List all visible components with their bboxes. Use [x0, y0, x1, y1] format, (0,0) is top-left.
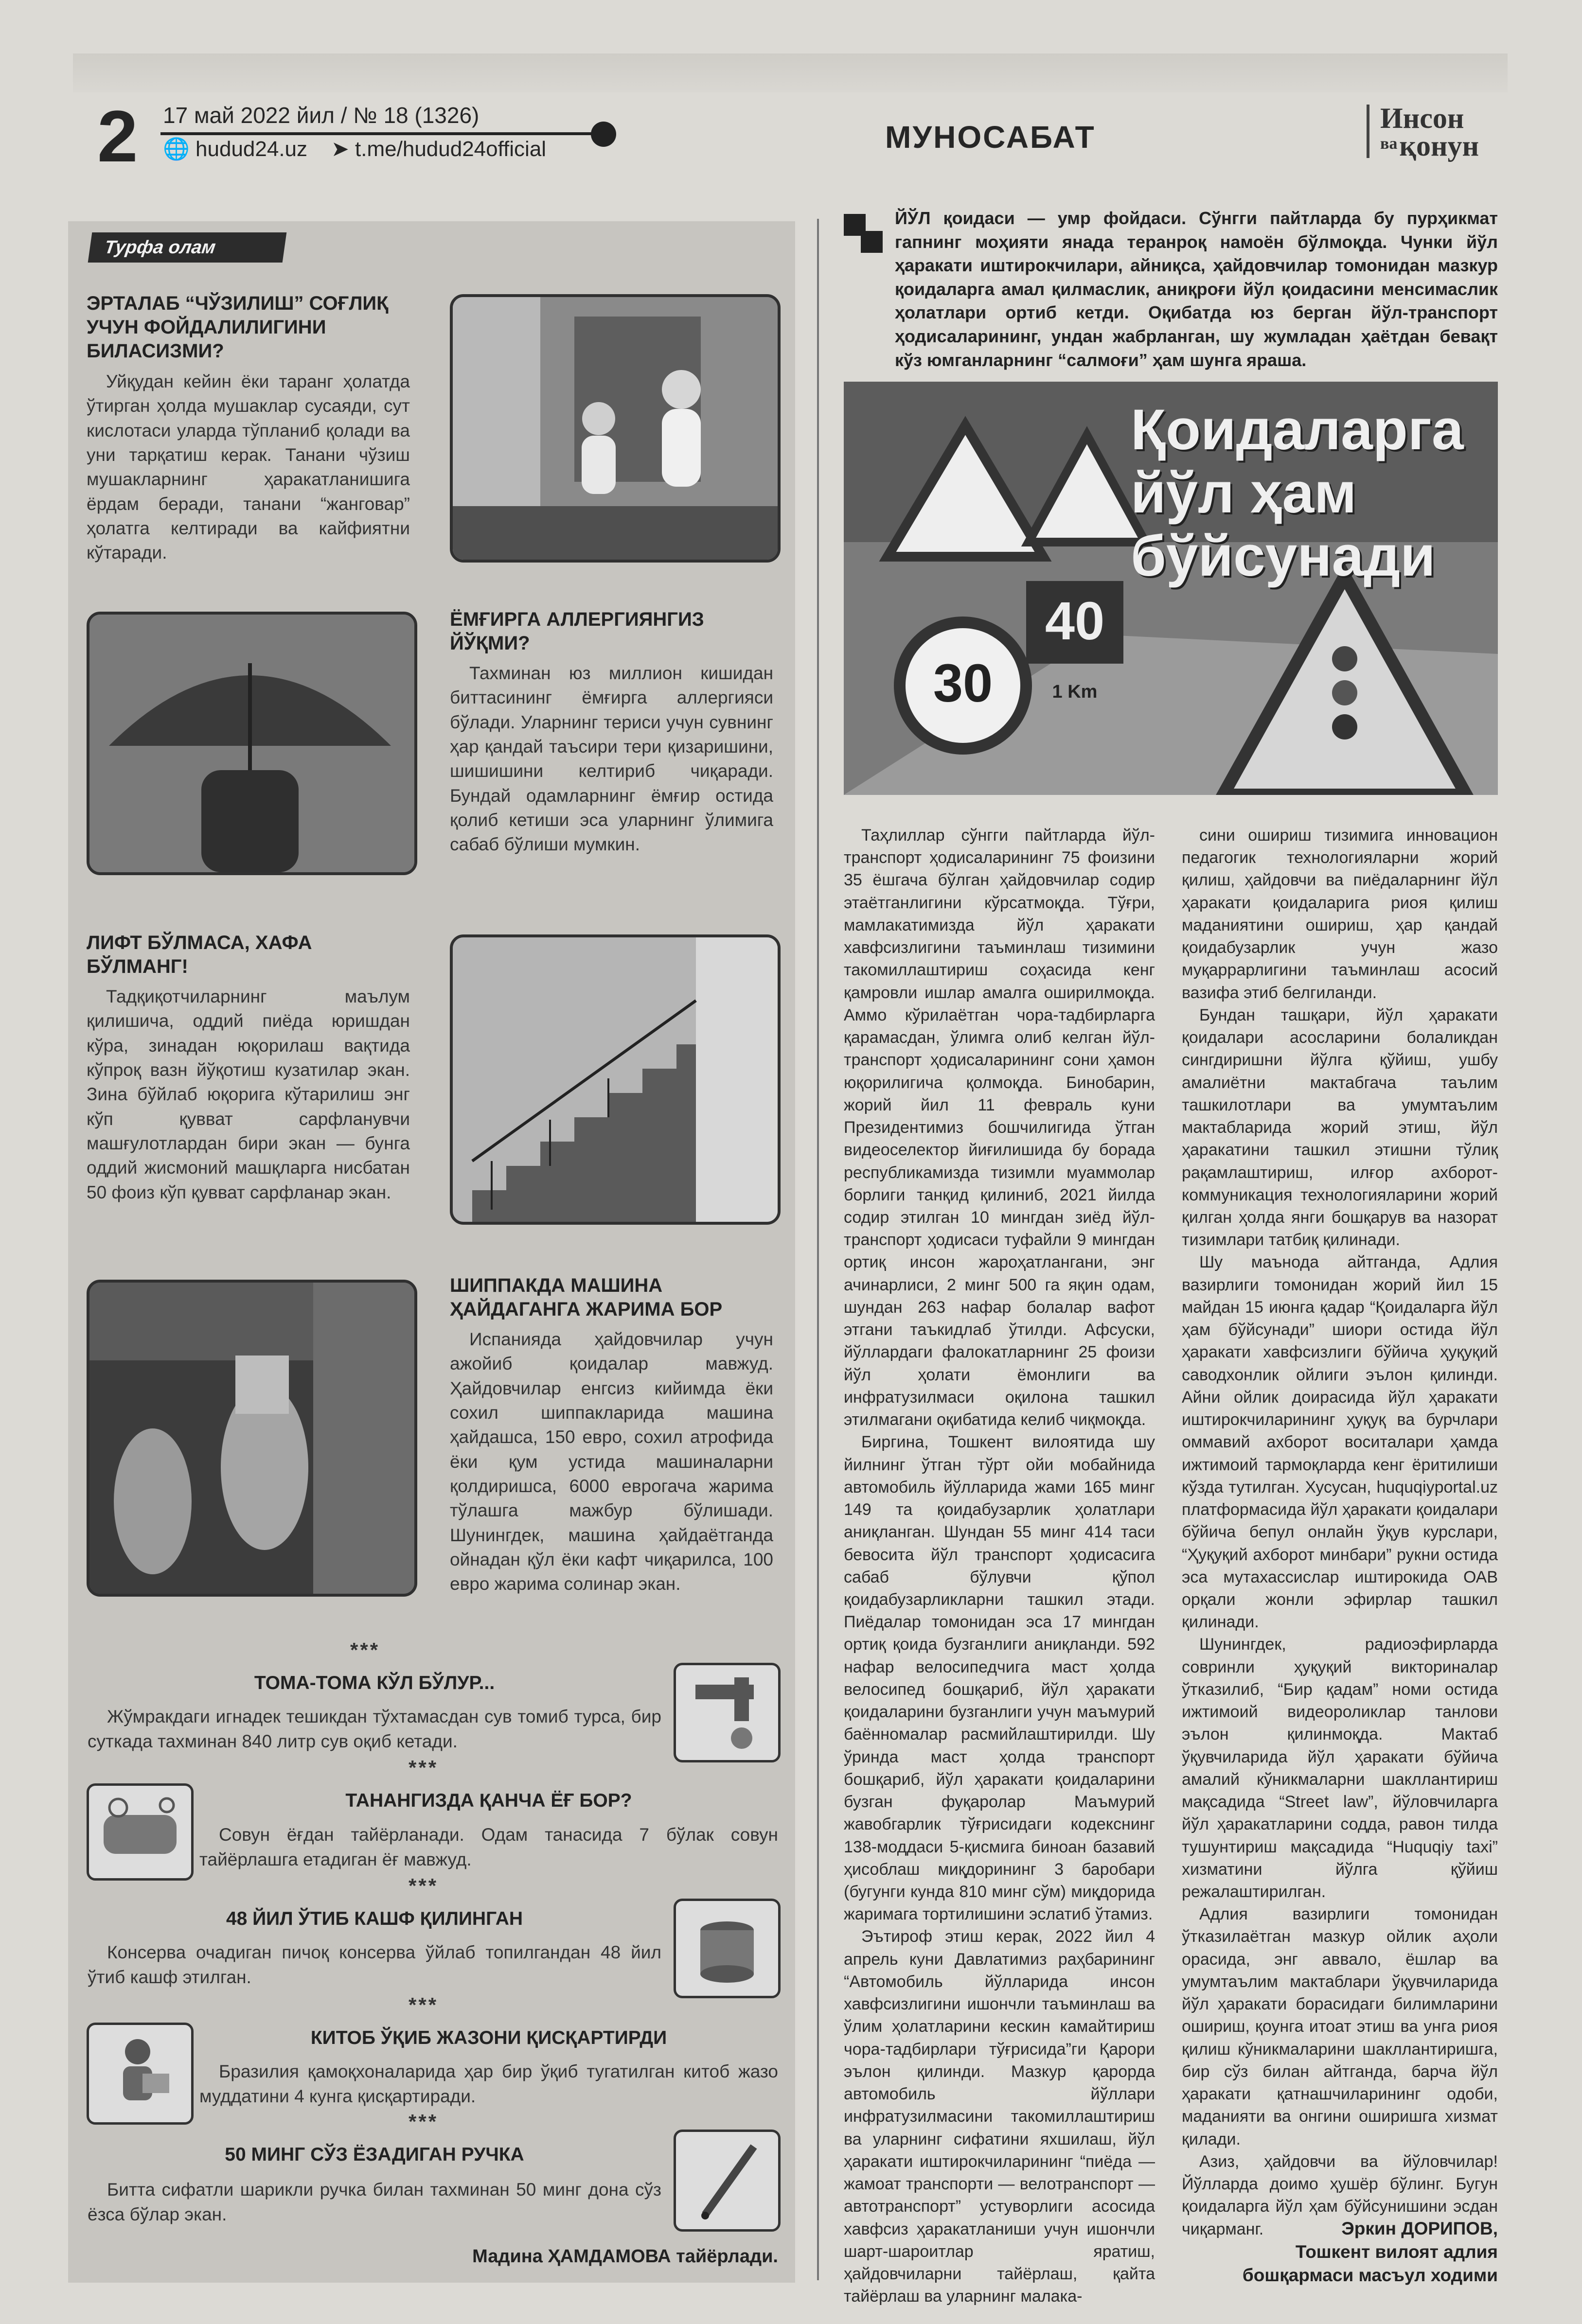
section-title: МУНОСАБАТ: [885, 120, 1096, 155]
logo-word-1: Инсон: [1380, 102, 1464, 134]
top-strip: [73, 53, 1508, 92]
headline: Қоидаларга йўл ҳам бўйсунади: [1131, 398, 1464, 588]
author-name: Эркин ДОРИПОВ,: [1341, 2218, 1498, 2238]
short-item-body: Совун ёғдан тайёрланади. Одам танасида 7 бўлак совун тайёрлашга етадиган ёғ мавжуд.: [199, 1825, 778, 1870]
article-title: ЛИФТ БЎЛМАСА, ХАФА БЎЛМАНГ!: [87, 932, 312, 977]
text-column-1: [844, 824, 1155, 2307]
staircase-photo: [450, 934, 781, 1225]
article-body: Испанияда ҳайдовчилар учун ажойиб қоидалар мавжуд. Ҳайдовчилар енгсиз кийимда ёки сохил шиппакларида машина ҳайдашса, 150 евро, сохил атрофида ёки қум устида машиналарни қолдиришса, 6000 еврогача жарима тўлашга мажбур бўлишади. Шунингдек, машина ҳайдаётганда ойнадан қўл ёки кафт чиқарилса, 100 евро жарима солинар экан.: [450, 1329, 773, 1594]
body-paragraph: сини ошириш тизимига инновацион педагогик технологияларни жорий қилиш, ҳайдовчи ва пиёдаларнинг йўл ҳаракати қоидаларига риоя қилиш маданиятини ошириш, ҳар қандай қоидабузарлик учун жазо муқаррарлигини таъминлаш асосий вазифа этиб белгиланди.: [1182, 826, 1498, 1002]
header-rule-dot: [591, 122, 616, 147]
body-paragraph: Биргина, Тошкент вилоятида шу йилнинг ўтган тўрт ойи мобайнида автомобиль йўлларида жами 165 минг 149 та қоидабузарлик ҳолатлари аниқланган. Шундан 55 минг 414 таси бевосита йўл транспорт ҳодисасига сабаб бўлувчи қўпол қоидабузарликларни ташкил этади. Пиёдалар томонидан эса 17 мингдан ортиқ қоида бузганлиги аниқланди. 592 нафар велосипедчига маст ҳолда велосипед бошқариб, йўл ҳаракати қоидаларини бузганлиги учун маъмурий баённомалар расмийлаштирилди. Шу ўринда маст ҳолда транспорт бошқариб, йўл ҳаракати қоидаларини бузган фуқаролар Маъмурий жавобгарлик тўғрисидаги кодекснинг 138-моддаси 5-қисмига биноан базавий ҳисоблаш миқдорининг 3 баробари (бугунги кунда 810 минг сўм) миқдорида жаримага тортилишини эслатиб ўтамиз.: [844, 1433, 1155, 1924]
rubric-label: Турфа олам: [88, 232, 287, 263]
body-paragraph: Бундан ташқари, йўл ҳаракати қоидалари асосларини болаликдан сингдиришни йўлга қўйиш, ушбу амалиётни мактабгача таълим ташкилотлари ва умумтаълим мактабларида жорий этиш, йўл ҳаракатини ташкил этишни тўлиқ рақамлаштириш, илғор ахборот-коммуникация технологияларини жорий қилган ҳолда янги бошқарув ва назорат тизимлари татбиқ қилинади.: [1182, 1005, 1498, 1250]
short-item-title: КИТОБ ЎҚИБ ЖАЗОНИ ҚИСҚАРТИРДИ: [310, 2027, 667, 2048]
body-paragraph: Эътироф этиш керак, 2022 йил 4 апрель куни Давлатимиз раҳбарининг “Автомобиль йўлларида инсон хавфсизлигини ишончли таъминлаш ва ўлим ҳолатларини кескин камайтириш чора-тадбирлари тўғрисида”ги Қарори эълон қилинди. Мазкур қарорда автомобиль йўллари инфратузилмасини такомиллаштириш ва уларнинг сифатини яхшилаш, йўл ҳаракати иштирокчиларининг “пиёда — жамоат транспорти — велотранспорт — автотранспорт” устуворлиги асосида хавфсиз ҳаракатланиши учун ишончли шарт-шароитлар яратиш, ҳайдовчиларни тайёрлаш, қайта тайёрлаш ва уларнинг малака-: [844, 1927, 1155, 2306]
tin-can-icon: [674, 1899, 781, 1998]
separator-stars: ***: [409, 1993, 439, 2016]
column-divider: [817, 219, 819, 2280]
speed-limit-sign: 30: [933, 653, 993, 713]
issue-date: 17 май 2022 йил / № 18 (1326): [163, 103, 480, 128]
author-role: Тошкент вилоят адлия бошқармаси масъул ходими: [1242, 2242, 1498, 2286]
separator-stars: ***: [409, 1874, 439, 1897]
umbrella-photo: [87, 612, 417, 875]
article-body: Тадқиқотчиларнинг маълум қилишича, оддий пиёда юришдан кўра, зинадан юқорилаш вақтида кўпроқ вазн йўқотиш кузатилар экан. Зина бўйлаб юқорига кўтарилиш энг кўп қувват сарфланувчи машғулотлардан бири экан — бунга оддий жисмоний машқларга нисбатан 50 фоиз кўп қувват сарфланар экан.: [87, 986, 410, 1202]
short-item-title: 48 ЙИЛ ЎТИБ КАШФ ҚИЛИНГАН: [226, 1908, 523, 1929]
flip-flops-driving-photo: [87, 1280, 417, 1597]
separator-stars: ***: [409, 2110, 439, 2133]
body-paragraph: Адлия вазирлиги томонидан ўтказилаётган мазкур ойлик аҳоли орасида, энг аввало, ёшлар ва умумтаълим мактаблари ўқувчиларида йўл ҳаракати борасидаги билимларини ошириш, қоунга итоат этиш ва унга риоя қилиш кўникмаларини шакллантиришга, бир сўз билан айтганда, барча йўл ҳаракати қатнашчиларининг одоби, маданияти ва онгини оширишга хизмат қилади.: [1182, 1905, 1498, 2148]
distance-plate: 1 Km: [1052, 682, 1098, 702]
text-column-2: [1182, 824, 1498, 2240]
short-item-body: Жўмракдаги игнадек тешикдан тўхтамасдан сув томиб турса, бир суткада тахминан 840 литр сув оқиб кетади.: [88, 1707, 661, 1752]
short-item-title: 50 МИНГ СЎЗ ЁЗАДИГАН РУЧКА: [225, 2144, 524, 2165]
reading-person-icon: [87, 2023, 194, 2125]
short-item-body: Консерва очадиган пичоқ консерва ўйлаб топилгандан 48 йил ўтиб кашф этилган.: [88, 1942, 661, 1988]
body-paragraph: Азиз, ҳайдовчи ва йўловчилар! Йўлларда доимо ҳушёр бўлинг. Бугун қоидаларга йўл ҳам бўйсунишини эсдан чиқарманг.: [1182, 2152, 1498, 2238]
article-title: ЁМҒИРГА АЛЛЕРГИЯНГИЗ ЙЎҚМИ?: [450, 609, 704, 654]
short-item-body: Бразилия қамоқхоналарида ҳар бир ўқиб тугатилган китоб жазо муддатини 4 кунга қисқартиради.: [199, 2061, 778, 2107]
pen-icon: [674, 2130, 781, 2232]
newspaper-logo: [1367, 102, 1526, 162]
author-byline: Мадина ҲАМДАМОВА тайёрлади.: [472, 2246, 778, 2267]
short-item-body: Битта сифатли шарикли ручка билан тахминан 50 минг дона сўз ёзса бўлар экан.: [88, 2180, 661, 2225]
article-title: ШИППАКДА МАШИНА ҲАЙДАГАНГА ЖАРИМА БОР: [450, 1275, 723, 1320]
short-item-title: ТАНАНГИЗДА ҚАНЧА ЁҒ БОР?: [345, 1790, 632, 1811]
website-link[interactable]: hudud24.uz: [196, 137, 308, 161]
body-paragraph: Таҳлиллар сўнгги пайтларда йўл-транспорт ҳодисаларининг 75 фоизини 35 ёшгача бўлган ҳайдовчилар содир этаётганлигини кўрсатмоқда. Тўғри, мамлакатимизда йўл ҳаракати хавфсизлигини таъминлаш тизимини такомиллаштириш соҳасида кенг қамровли ишлар амалга оширилмоқда. Аммо кўрилаётган чора-тадбирларга қарамасдан, ўлимга олиб келган йўл-транспорт ҳодисаларининг сони ҳамон юқорилигича қолмоқда. Бинобарин, жорий йил 11 февраль куни Президентимиз бошчилигида ўтган видеоселектор йиғилишида бу борада республикамизда тизимли муаммолар борлиги танқид қилиниб, 2021 йилда содир этилган 10 мингдан зиёд йўл-транспорт ҳодисаси туфайли 9 мингдан ортиқ инсон жароҳатлангани, энг ачинарлиси, 2 минг 500 га яқин одам, шундан 263 нафар болалар вафот этгани таъкидлаб ўтилди. Афсуски, йўллардаги фалокатларнинг 25 фоизи йўл ҳолати ёмонлиги ва инфратузилмаси оқилона ташкил этилмагани оқибатида келиб чиқмоқда.: [844, 826, 1155, 1429]
globe-icon: 🌐: [163, 137, 190, 161]
separator-stars: ***: [350, 1638, 380, 1661]
short-item-title: ТОМА-ТОМА КЎЛ БЎЛУР...: [254, 1673, 495, 1693]
article-body: Уйқудан кейин ёки таранг ҳолатда ўтирган ҳолда мушаклар сусаяди, сут кислотаси уларда тўпланиб қолади ва уни тарқатиш керак. Танани чўзиш мушакларнинг ҳаракатланишига ёрдам беради, танани “жанговар” ҳолатга келтиради ва кайфиятни кўтаради.: [87, 371, 410, 563]
limit-sign: 40: [1045, 591, 1105, 651]
separator-stars: ***: [409, 1756, 439, 1779]
logo-word-2: ва: [1380, 135, 1398, 153]
body-paragraph: Шу маънода айтганда, Адлия вазирлиги томонидан жорий йил 15 майдан 15 июнга қадар “Қоидаларга йўл ҳам бўйсунади” шиори остида йўл ҳаракати хавфсизлиги бўйича ҳуқуқий саводхонлик ойлиги эълон қилинди. Айни ойлик доирасида йўл ҳаракати иштирокчиларининг ҳуқуқ ва бурчлари оммавий ахборот воситалари ҳамда ижтимоий тармоқларда кенг ёритилиши кўзда тутилган. Хусусан, huquqiyportal.uz платформасида йўл ҳаракати қоидалари бўйича бепул онлайн ўқув курслари, “Ҳуқуқий ахборот минбари” рукни остида эса мутахассислар иштирокида ОАВ орқали жонли эфирлар ташкил қилинади.: [1182, 1253, 1498, 1632]
article-title: ЭРТАЛАБ “ЧЎЗИЛИШ” СОҒЛИҚ УЧУН ФОЙДАЛИЛИГИНИ БИЛАСИЗМИ?: [87, 293, 389, 362]
soap-icon: [87, 1783, 194, 1881]
lead-paragraph: ЙЎЛ қоидаси — умр фойдаси. Сўнгги пайтларда бу пурҳикмат гапнинг моҳияти янада теранроқ намоён бўлмоқда. Чунки йўл ҳаракати иштирокчилари, айниқса, ҳайдовчилар томонидан мазкур қоидаларга амал қилмаслик, аниқроғи йўл қоидасини менсимаслик ҳолатлари ортиб кетди. Оқибатда юз берган йўл-транспорт ҳодисаларининг, ундан жабрланган, шу жумладан ҳаётдан бевақт кўз юмганларнинг “салмоғи” ҳам шунга яраша.: [895, 208, 1498, 370]
stretching-photo: [450, 294, 781, 563]
header-rule: [160, 132, 603, 135]
article-body: Тахминан юз миллион кишидан биттасининг ёмғирга аллергияси бўлади. Уларнинг териси учун сувнинг ҳар қандай таъсири тери қизаришини, шишишини келтириб чиқаради. Бундай одамларнинг ёмғир остида қолиб кетиши эса уларнинг ўлимига сабаб бўлиши мумкин.: [450, 663, 773, 855]
logo-word-3: қонун: [1399, 130, 1479, 162]
page-number: 2: [97, 95, 138, 177]
body-paragraph: Шунингдек, радиоэфирларда совринли ҳуқуқий викториналар ўтказилиб, “Бир қадам” номи остида ижтимоий видеороликлар танлови эълон қилинмоқда. Мактаб ўқувчиларида йўл ҳаракати бўйича амалий кўникмаларни шакллантириш мақсадида “Street law”, йўловчиларга йўл ҳаракатларини содда, равон тилда тушунтириш мақсадида “Huquqiy taxi” хизматини йўлга қўйиш режалаштирилган.: [1182, 1635, 1498, 1901]
lead-marker-icon: [844, 214, 883, 253]
water-tap-icon: [674, 1663, 781, 1762]
author-signature: [1182, 2217, 1498, 2287]
telegram-icon: ➤: [331, 137, 349, 161]
telegram-link[interactable]: t.me/hudud24official: [355, 137, 547, 161]
web-links: [163, 136, 546, 161]
